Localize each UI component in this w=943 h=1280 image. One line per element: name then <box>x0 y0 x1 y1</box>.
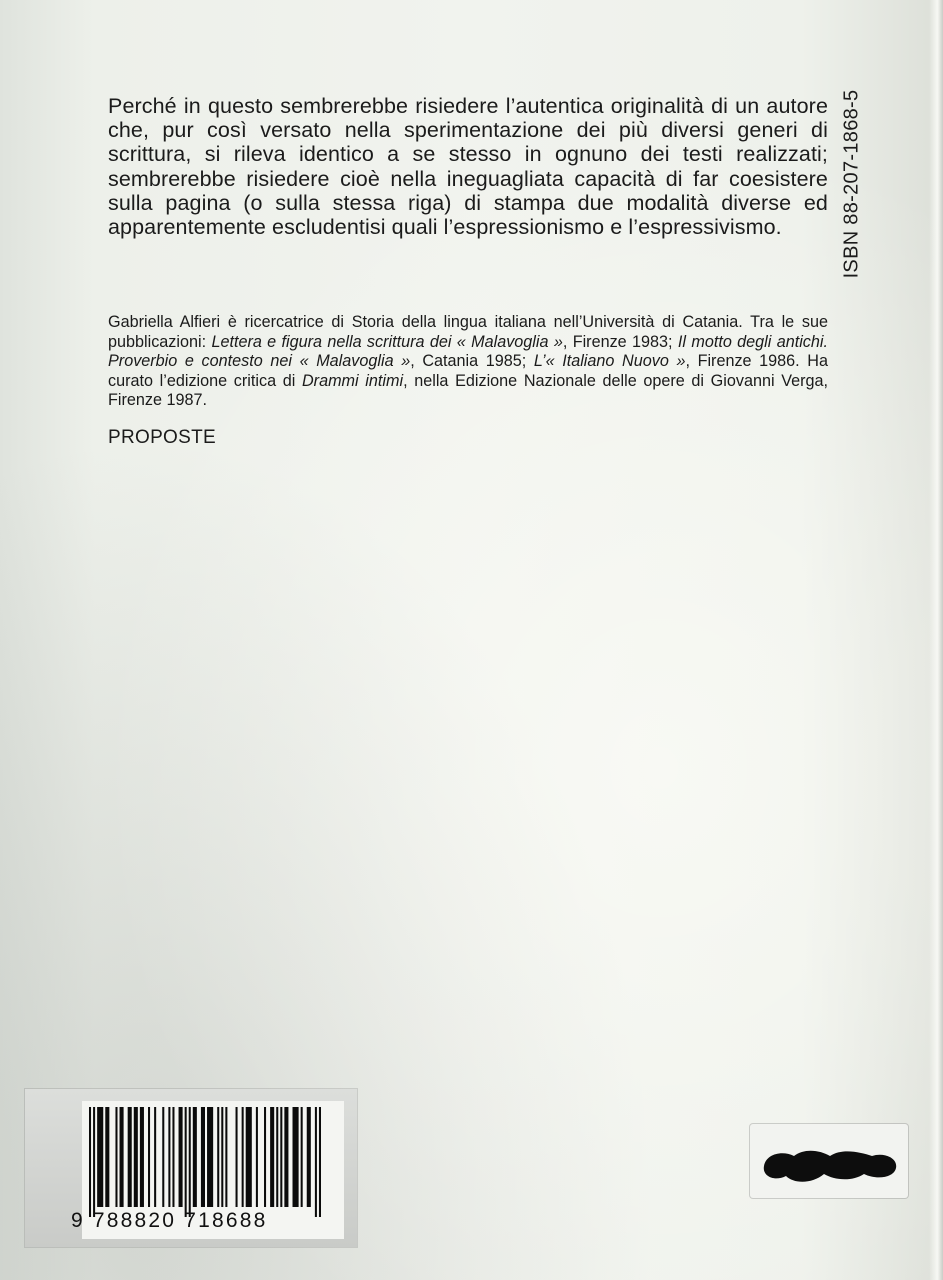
barcode-bar <box>264 1107 266 1207</box>
barcode-bar <box>217 1107 219 1207</box>
barcode-bar <box>148 1107 150 1207</box>
barcode-bar <box>128 1107 132 1207</box>
bio-intro: Gabriella Alfieri è ricercatrice di Storia della lingua italiana nell’Università di Catania. Tra le sue pubblicazioni: <box>108 313 828 351</box>
bio-text-3: , Firenze 1986. Ha curato l’edizione critica di <box>108 352 828 390</box>
barcode-bar <box>172 1107 174 1207</box>
barcode-bar <box>256 1107 258 1207</box>
price-sticker <box>750 1124 908 1198</box>
author-bio <box>108 313 828 411</box>
bio-text-1: , Firenze 1983; <box>562 332 678 351</box>
barcode-bar <box>280 1107 282 1207</box>
barcode-bar <box>319 1107 321 1217</box>
barcode-digits: 9 788820 718688 <box>71 1209 268 1232</box>
series-name: PROPOSTE <box>108 427 216 448</box>
barcode-bar <box>276 1107 278 1207</box>
bio-title-lettera: Lettera e figura nella scrittura dei « Malavoglia » <box>211 332 563 351</box>
barcode-bar <box>193 1107 197 1207</box>
barcode-bar <box>301 1107 303 1207</box>
bio-text-4: , nella Edizione Nazionale delle opere di Giovanni Verga, Firenze 1987. <box>108 371 829 410</box>
barcode-bar <box>201 1107 205 1207</box>
blurb-paragraph: Perché in questo sembrerebbe risiedere l’autentica originalità di un autore che, pur così versato nella sperimentazione dei più diversi generi di scrittura, si rileva identico a se stesso in ognuno dei testi realizzati; sembrerebbe risiedere cioè nella ineguagliata capacità di far coesistere sulla pagina (o sulla stessa riga) di stampa due modalità diverse ed apparentemente escludentisi quali l’espressionismo e l’espressivismo. <box>108 94 828 240</box>
barcode-label <box>25 1089 357 1247</box>
barcode-bar <box>140 1107 144 1207</box>
barcode-bar <box>315 1107 317 1217</box>
barcode-bar <box>179 1107 183 1207</box>
isbn-label: ISBN 88-207-1868-5 <box>840 89 863 279</box>
barcode-bar <box>246 1107 252 1207</box>
barcode-bar <box>134 1107 138 1207</box>
cover-edge <box>929 0 943 1280</box>
barcode-bar <box>185 1107 187 1217</box>
barcode-bar <box>97 1107 103 1207</box>
barcode-bar <box>236 1107 238 1207</box>
barcode-bar <box>293 1107 299 1207</box>
barcode-bar <box>168 1107 170 1207</box>
bio-title-italiano-nuovo: L’« Italiano Nuovo » <box>533 352 686 371</box>
marker-blot-icon <box>760 1144 900 1184</box>
barcode-bar <box>270 1107 274 1207</box>
barcode-bar <box>225 1107 227 1207</box>
bio-title-motto: Il motto degli antichi. Proverbio e contesto nei « Malavoglia » <box>108 332 828 371</box>
barcode-bar <box>154 1107 156 1207</box>
barcode-icon <box>89 1107 341 1225</box>
barcode-bar <box>115 1107 117 1207</box>
bio-text-2: , Catania 1985; <box>410 352 534 371</box>
barcode-bar <box>207 1107 213 1207</box>
bio-title-drammi-intimi: Drammi intimi <box>301 371 404 390</box>
barcode-bar <box>162 1107 164 1207</box>
barcode-bar <box>284 1107 288 1207</box>
barcode-bar <box>120 1107 124 1207</box>
barcode-bar <box>105 1107 109 1207</box>
barcode-bar <box>93 1107 95 1217</box>
barcode-bar <box>221 1107 223 1207</box>
barcode-bar <box>89 1107 91 1217</box>
barcode-bar <box>242 1107 244 1207</box>
barcode-bar <box>189 1107 191 1217</box>
barcode-bar <box>307 1107 311 1207</box>
